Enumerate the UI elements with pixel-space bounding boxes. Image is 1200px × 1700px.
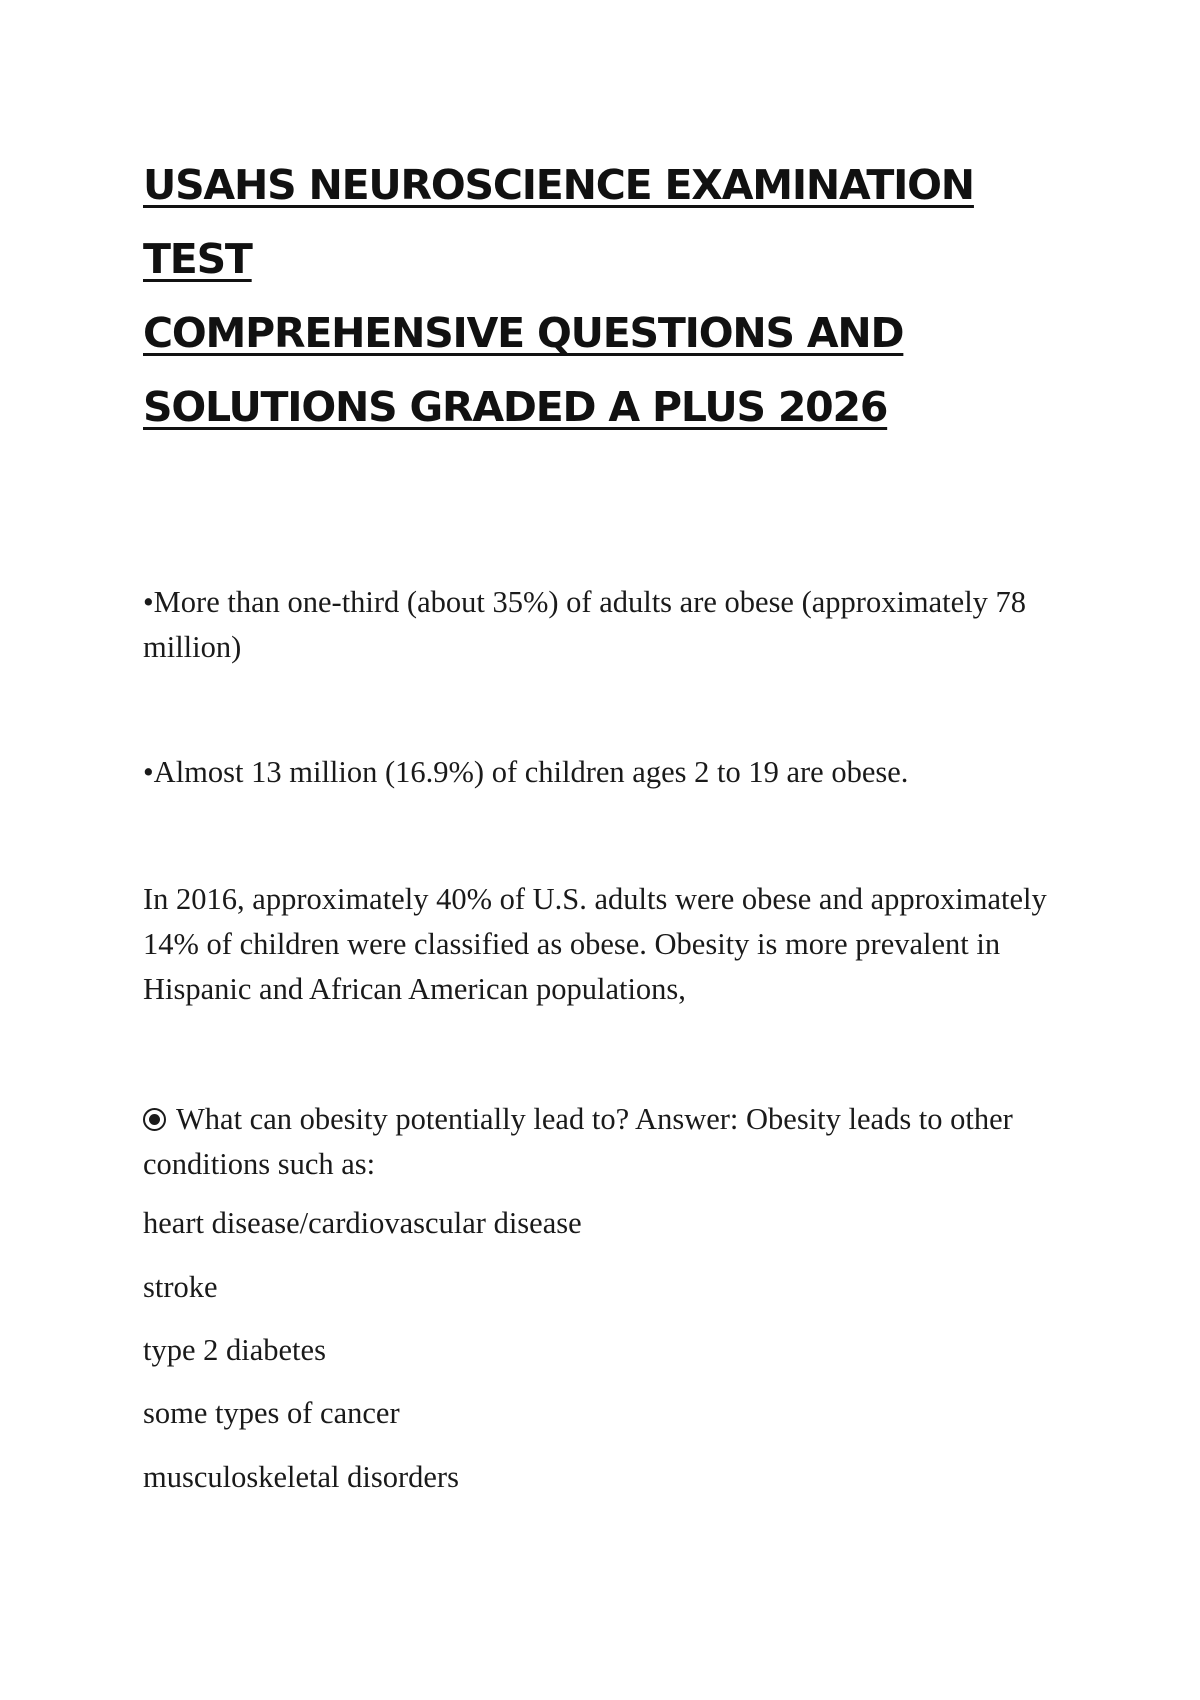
condition-item: some types of cancer bbox=[143, 1396, 400, 1430]
condition-item: heart disease/cardiovascular disease bbox=[143, 1206, 582, 1240]
condition-item: musculoskeletal disorders bbox=[143, 1460, 459, 1494]
obesity-2016-paragraph: In 2016, approximately 40% of U.S. adults were obese and approximately 14% of children were classified as obese. Obesity is more prevalent in Hispanic and African American populations, bbox=[143, 882, 1047, 1006]
question-paragraph bbox=[143, 1097, 1083, 1187]
child-obesity-paragraph: •Almost 13 million (16.9%) of children ages 2 to 19 are obese. bbox=[143, 755, 909, 789]
question-text: What can obesity potentially lead to? Answer: Obesity leads to other conditions such as: bbox=[143, 1102, 1013, 1181]
document-title bbox=[143, 148, 1063, 444]
radio-selected-icon bbox=[143, 1108, 166, 1131]
condition-item: stroke bbox=[143, 1270, 218, 1304]
title-line: COMPREHENSIVE QUESTIONS AND bbox=[143, 309, 904, 357]
title-line: USAHS NEUROSCIENCE EXAMINATION TEST bbox=[143, 161, 974, 283]
condition-item: type 2 diabetes bbox=[143, 1333, 326, 1367]
title-line: SOLUTIONS GRADED A PLUS 2026 bbox=[143, 383, 888, 431]
adult-obesity-paragraph: •More than one-third (about 35%) of adults are obese (approximately 78 million) bbox=[143, 585, 1027, 664]
